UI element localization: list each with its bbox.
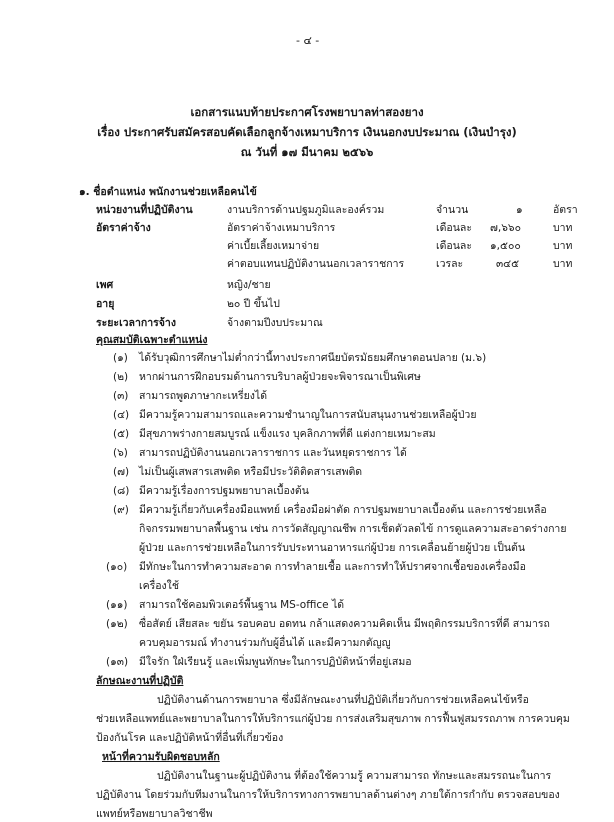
header-title-line-2: เรื่อง ประกาศรับสมัครสอบคัดเลือกลูกจ้างเหมาบริการ เงินนอกงบประมาณ (เงินบำรุง) — [97, 125, 517, 139]
qualification-number: (๓) — [113, 390, 129, 402]
rate-name: อัตราค่าจ้างเหมาบริการ — [227, 222, 336, 234]
count-value: ๑ — [516, 204, 523, 216]
unit-label: หน่วยงานที่ปฏิบัติงาน — [96, 204, 193, 216]
qualification-text: หากผ่านการฝึกอบรมด้านการบริบาลผู้ป่วยจะพิจารณาเป็นพิเศษ — [139, 371, 421, 383]
qualification-text: สามารถปฏิบัติงานนอกเวลาราชการ และวันหยุดราชการ ได้ — [139, 447, 407, 459]
qualification-number: (๙) — [113, 504, 129, 516]
qualification-text: เครื่องใช้ — [139, 580, 179, 592]
job-nature-text: ป้องกันโรค และปฏิบัติหน้าที่อื่นที่เกี่ยวข้อง — [96, 732, 284, 744]
qualification-number: (๑๑) — [106, 599, 128, 611]
unit-value: งานบริการด้านปฐมภูมิและองค์รวม — [227, 204, 385, 216]
term-label: ระยะเวลาการจ้าง — [96, 317, 176, 329]
rate-per: เวรละ — [436, 258, 464, 270]
qualification-text: มีใจรัก ใฝ่เรียนรู้ และเพิ่มพูนทักษะในการปฏิบัติหน้าที่อยู่เสมอ — [139, 656, 412, 668]
gender-label: เพศ — [96, 279, 114, 291]
qualification-number: (๘) — [113, 485, 130, 497]
qualifications-heading: คุณสมบัติเฉพาะตำแหน่ง — [96, 334, 208, 346]
main-duties-heading: หน้าที่ความรับผิดชอบหลัก — [102, 751, 220, 763]
qualification-text: ไม่เป็นผู้เสพสารเสพติด หรือมีประวัติติดสารเสพติด — [139, 466, 363, 478]
qualification-number: (๑๒) — [106, 618, 128, 630]
rate-name: ค่าเบี้ยเลี้ยงเหมาจ่าย — [227, 240, 320, 252]
qualification-number: (๑๐) — [106, 561, 128, 573]
count-unit: อัตรา — [553, 204, 578, 216]
qualification-number: (๕) — [113, 428, 130, 440]
position-heading: ๑. ชื่อตำแหน่ง พนักงานช่วยเหลือคนไข้ — [79, 186, 257, 198]
header-title-line-3: ณ วันที่ ๑๗ มีนาคม ๒๕๖๖ — [240, 145, 374, 159]
rate-unit: บาท — [553, 240, 573, 252]
rate-name: ค่าตอบแทนปฏิบัติงานนอกเวลาราชการ — [227, 258, 405, 270]
qualification-text: มีความรู้เรื่องการปฐมพยาบาลเบื้องต้น — [139, 485, 309, 497]
qualification-text: สามารถใช้คอมพิวเตอร์พื้นฐาน MS-office ได้ — [139, 599, 345, 611]
rate-amount: ๗,๖๖๐ — [490, 222, 521, 234]
qualification-text: สามารถพูดภาษากะเหรี่ยงได้ — [139, 390, 268, 402]
rate-per: เดือนละ — [436, 222, 472, 234]
job-nature-heading: ลักษณะงานที่ปฏิบัติ — [96, 675, 184, 687]
qualification-text: มีสุขภาพร่างกายสมบูรณ์ แข็งแรง บุคลิกภาพที่ดี แต่งกายเหมาะสม — [139, 428, 436, 440]
qualification-number: (๗) — [113, 466, 130, 478]
rate-unit: บาท — [553, 222, 573, 234]
rate-per: เดือนละ — [436, 240, 472, 252]
qualification-text: ได้รับวุฒิการศึกษาไม่ต่ำกว่านี้ทางประกาศนียบัตรมัธยมศึกษาตอนปลาย (ม.๖) — [139, 352, 487, 364]
qualification-number: (๔) — [113, 409, 130, 421]
gender-value: หญิง/ชาย — [227, 279, 271, 291]
qualification-text: มีความรู้เกี่ยวกับเครื่องมือแพทย์ เครื่องมือผ่าตัด การปฐมพยาบาลเบื้องต้น และการช่วยเหลือ — [139, 504, 547, 516]
qualification-text: กิจกรรมพยาบาลพื้นฐาน เช่น การวัดสัญญาณชีพ การเช็ดตัวลดไข้ การดูแลความสะอาดร่างกาย — [139, 523, 567, 535]
rate-amount: ๓๔๕ — [496, 258, 520, 270]
qualification-text: ควบคุมอารมณ์ ทำงานร่วมกับผู้อื่นได้ และมีความกตัญญู — [139, 637, 391, 649]
page-number: - ๔ - — [296, 34, 320, 47]
job-nature-text: ปฏิบัติงานด้านการพยาบาล ซึ่งมีลักษณะงานที่ปฏิบัติเกี่ยวกับการช่วยเหลือคนไข้หรือ — [157, 694, 529, 706]
main-duties-text: แพทย์หรือพยาบาลวิชาชีพ — [96, 808, 213, 820]
count-label: จำนวน — [436, 204, 469, 216]
header-title-line-1: เอกสารแนบท้ายประกาศโรงพยาบาลท่าสองยาง — [190, 105, 424, 119]
rate-label: อัตราค่าจ้าง — [96, 222, 151, 234]
age-label: อายุ — [96, 298, 115, 310]
rate-amount: ๑,๕๐๐ — [490, 240, 521, 252]
qualification-number: (๖) — [113, 447, 128, 459]
age-value: ๒๐ ปี ขึ้นไป — [227, 298, 280, 310]
qualification-text: มีทักษะในการทำความสะอาด การทำลายเชื้อ และการทำให้ปราศจากเชื้อของเครื่องมือ — [139, 561, 526, 573]
term-value: จ้างตามปีงบประมาณ — [227, 317, 323, 329]
qualification-number: (๑) — [113, 352, 128, 364]
qualification-text: ผู้ป่วย และการช่วยเหลือในการรับประทานอาหารแก่ผู้ป่วย การเคลื่อนย้ายผู้ป่วย เป็นต้น — [139, 542, 526, 554]
rate-unit: บาท — [553, 258, 573, 270]
main-duties-text: ปฏิบัติงาน โดยร่วมกับทีมงานในการให้บริการทางการพยาบาลด้านต่างๆ ภายใต้การกำกับ ตรวจสอบของ — [96, 789, 560, 801]
qualification-number: (๒) — [113, 371, 129, 383]
qualification-number: (๑๓) — [106, 656, 129, 668]
qualification-text: ซื่อสัตย์ เสียสละ ขยัน รอบคอบ อดทน กล้าแสดงความคิดเห็น มีพฤติกรรมบริการที่ดี สามารถ — [139, 618, 550, 630]
qualification-text: มีความรู้ความสามารถและความชำนาญในการสนับสนุนงานช่วยเหลือผู้ป่วย — [139, 409, 477, 421]
main-duties-text: ปฏิบัติงานในฐานะผู้ปฏิบัติงาน ที่ต้องใช้ความรู้ ความสามารถ ทักษะและสมรรถนะในการ — [157, 770, 552, 782]
job-nature-text: ช่วยเหลือแพทย์และพยาบาลในการให้บริการแก่ผู้ป่วย การส่งเสริมสุขภาพ การฟื้นฟูสมรรถภาพ การควบคุม — [96, 713, 570, 725]
